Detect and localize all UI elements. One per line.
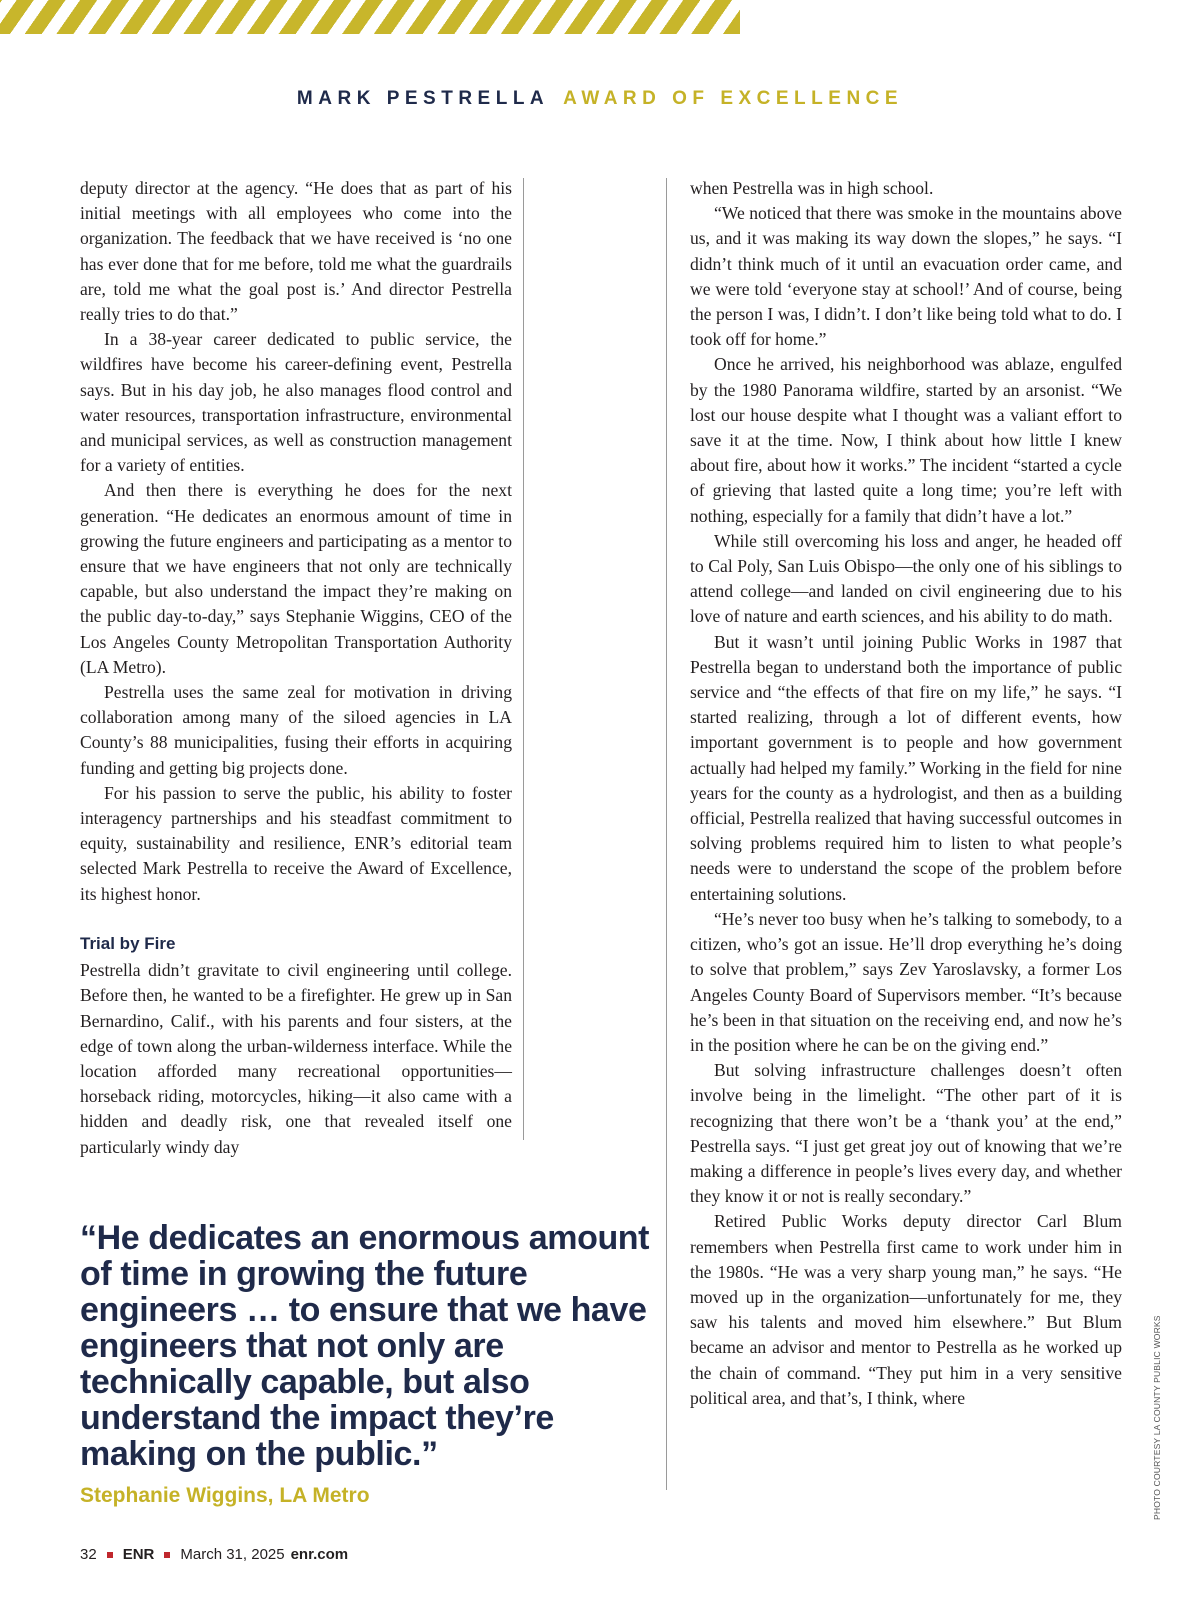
- paragraph: deputy director at the agency. “He does that as part of his initial meetings with all employees who come into the organization. The feedback that we have received is ‘no one has ever done that for me before, told me what the guardrails are, told me what the goal post is.’ And director Pestrella really tries to do that.”: [80, 178, 512, 325]
- article-column-2: [690, 176, 1122, 1411]
- square-bullet-icon: [164, 1552, 170, 1558]
- section-header: [0, 88, 1200, 110]
- square-bullet-icon: [107, 1552, 113, 1558]
- page-footer: [80, 1546, 348, 1563]
- paragraph: But solving infrastructure challenges doesn’t often involve being in the limelight. “The other part of it is recognizing that there won’t be a ‘thank you’ at the end,” Pestrella says. “I just get great joy out of knowing that we’re making a difference in people’s lives every day, and whether they know it or not is really secondary.”: [690, 1060, 1122, 1207]
- paragraph: when Pestrella was in high school.: [690, 178, 934, 198]
- paragraph: “We noticed that there was smoke in the mountains above us, and it was making its way down the slopes,” he says. “I didn’t think much of it until an evacuation order came, and we were told ‘everyone stay at school!’ And of course, being the person I was, I didn’t. I don’t like being told what to do. I took off for home.”: [690, 203, 1122, 350]
- header-name: MARK PESTRELLA: [296, 88, 550, 109]
- paragraph: “He’s never too busy when he’s talking to somebody, to a citizen, who’s got an issue. He’ll drop everything he’s doing to solve that problem,” says Zev Yaroslavsky, a former Los Angeles County Board of Supervisors member. “It’s because he’s been in that situation on the receiving end, and now he’s in the position where he can be on the giving end.”: [690, 908, 1122, 1055]
- paragraph: While still overcoming his loss and anger, he headed off to Cal Poly, San Luis Obispo—the only one of his siblings to attend college—and landed on civil engineering due to his love of nature and earth sciences, and his ability to do math.: [690, 530, 1122, 627]
- decorative-stripes: [0, 0, 740, 34]
- footer-date: March 31, 2025: [180, 1546, 285, 1563]
- paragraph: For his passion to serve the public, his ability to foster interagency partnerships and his steadfast commitment to equity, sustainability and resilience, ENR’s editorial team selected Mark Pestrella to receive the Award of Excellence, its highest honor.: [80, 782, 512, 904]
- column-divider-2: [666, 178, 667, 1490]
- footer-brand: ENR: [122, 1546, 155, 1563]
- paragraph: Pestrella uses the same zeal for motivation in driving collaboration among many of the siloed agencies in LA County’s 88 municipalities, fusing their efforts in acquiring funding and getting big projects done.: [80, 682, 512, 778]
- paragraph: Retired Public Works deputy director Carl Blum remembers when Pestrella first came to work under him in the 1980s. “He was a very sharp young man,” he says. “He moved up in the organization—unfortunately for me, they saw his talents and moved him elsewhere.” But Blum became an advisor and mentor to Pestrella as he worked up the chain of command. “They put him in a very sensitive political area, and that’s, I think, where: [690, 1211, 1122, 1408]
- footer-url[interactable]: enr.com: [290, 1546, 349, 1563]
- paragraph: Pestrella didn’t gravitate to civil engineering until college. Before then, he wanted to be a firefighter. He grew up in San Bernardino, Calif., with his parents and four sisters, at the edge of town along the urban-wilderness interface. While the location afforded many recreational opportunities—horseback riding, motorcycles, hiking—it also came with a hidden and deadly risk, one that revealed itself one particularly windy day: [80, 960, 512, 1157]
- pull-quote: “He dedicates an enormous amount of time in growing the future engineers … to ensure that we have engineers that not only are technically capable, but also understand the impact they’re making on the public.”: [80, 1219, 650, 1473]
- column-divider-1: [523, 178, 524, 1140]
- photo-credit: PHOTO COURTESY LA COUNTY PUBLIC WORKS: [1152, 1315, 1162, 1520]
- paragraph: And then there is everything he does for the next generation. “He dedicates an enormous amount of time in growing the future engineers and participating as a mentor to ensure that we have engineers that not only are technically capable, but also understand the impact they’re making on the public day-to-day,” says Stephanie Wiggins, CEO of the Los Angeles County Metropolitan Transportation Authority (LA Metro).: [80, 480, 512, 677]
- subhead: Trial by Fire: [80, 933, 176, 953]
- paragraph: In a 38-year career dedicated to public service, the wildfires have become his career-defining event, Pestrella says. But in his day job, he also manages flood control and water resources, transportation infrastructure, environmental and municipal services, as well as construction management for a variety of entities.: [80, 329, 512, 476]
- pull-quote-attribution: Stephanie Wiggins, LA Metro: [80, 1484, 370, 1507]
- header-award: AWARD OF EXCELLENCE: [563, 88, 904, 109]
- paragraph: Once he arrived, his neighborhood was ablaze, engulfed by the 1980 Panorama wildfire, started by an arsonist. “We lost our house despite what I thought was a valiant effort to save it at the time. Now, I think about how little I knew about fire, about how it works.” The incident “started a cycle of grieving that lasted quite a long time; you’re left with nothing, especially for a family that didn’t have a lot.”: [690, 354, 1122, 526]
- page-number: 32: [80, 1546, 97, 1563]
- article-column-1: [80, 176, 512, 1160]
- paragraph: But it wasn’t until joining Public Works in 1987 that Pestrella began to understand both the importance of public service and “the effects of that fire on my life,” he says. “I started realizing, through a lot of different events, how important government is to people and how government actually had helped my family.” Working in the field for nine years for the county as a hydrologist, and then as a building official, Pestrella realized that having successful outcomes in solving problems required him to listen to what people’s needs were to understand the scope of the problem before entertaining solutions.: [690, 631, 1122, 904]
